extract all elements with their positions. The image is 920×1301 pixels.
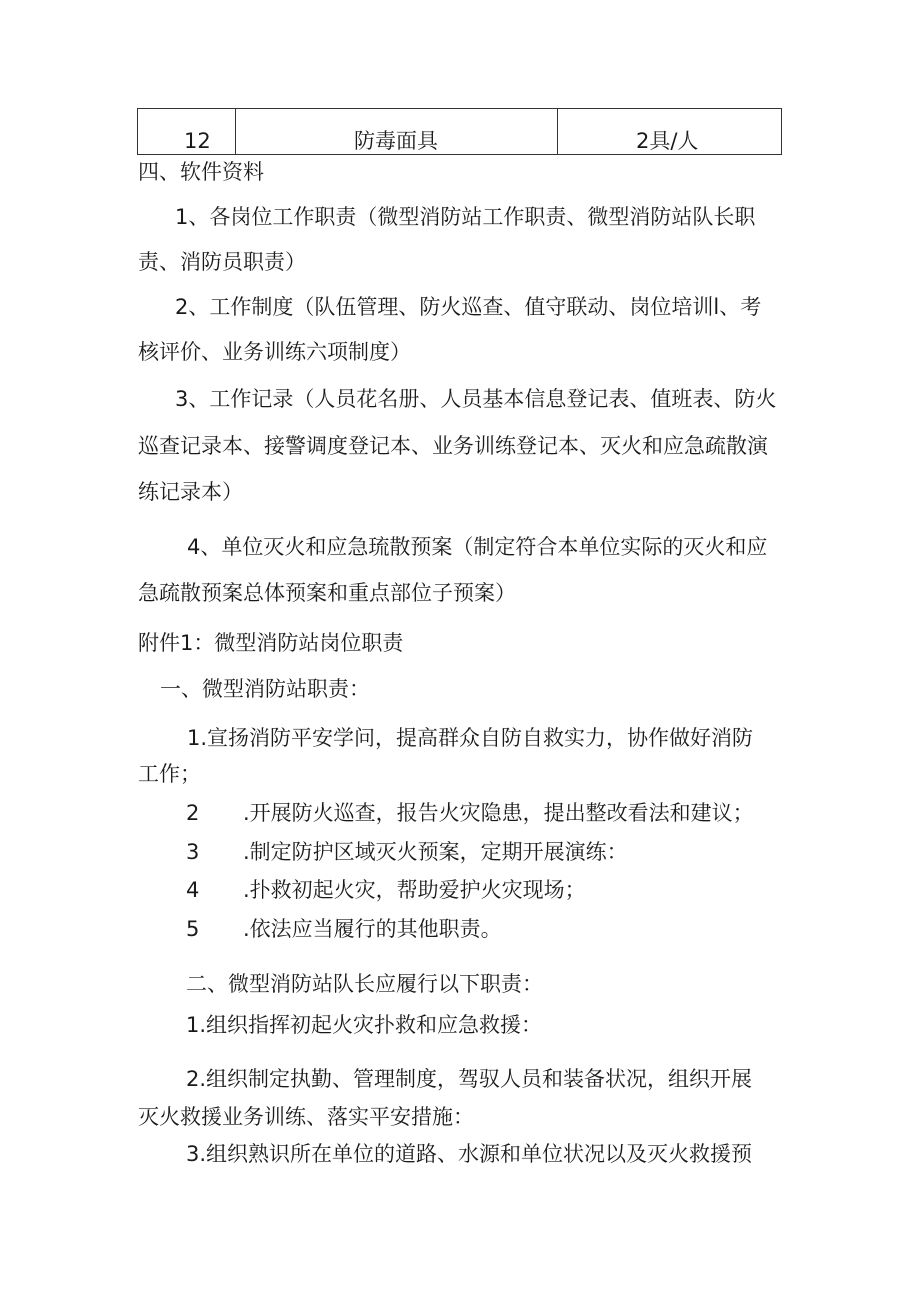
- table-cell-item: [236, 109, 558, 154]
- paragraph-2-line-2: 核评价、业务训练六项制度）: [138, 340, 411, 364]
- duty-4-number: 4: [186, 878, 200, 902]
- paragraph-3-line-2: 巡查记录本、接警调度登记本、业务训练登记本、灭火和应急疏散演: [138, 434, 768, 458]
- row-number: 12: [184, 129, 211, 153]
- duty-2-number: 2: [186, 801, 200, 825]
- table-cell-quantity: [558, 109, 781, 154]
- paragraph-1-line-2: 责、消防员职责）: [138, 250, 306, 274]
- duty-1-line-2: 工作；: [138, 762, 201, 786]
- captain-duty-2-line-2: 灭火救援业务训练、落实平安措施：: [138, 1105, 474, 1129]
- appendix-section-2-heading: 二、微型消防站队长应履行以下职责：: [186, 972, 543, 996]
- duty-5-text: .依法应当履行的其他职责。: [243, 917, 502, 941]
- duty-3-text: .制定防护区域灭火预案，定期开展演练：: [243, 840, 628, 864]
- captain-duty-2-line-1: 2.组织制定执勤、管理制度，驾驭人员和装备状况，组织开展: [186, 1067, 753, 1091]
- paragraph-2-line-1: 2、工作制度（队伍管理、防火巡查、值守联动、岗位培训l、考: [175, 295, 762, 319]
- paragraph-3-line-1: 3、工作记录（人员花名册、人员基本信息登记表、值班表、防火: [175, 387, 777, 411]
- section-heading-software: 四、软件资料: [138, 160, 264, 184]
- table-cell-number: [138, 109, 236, 154]
- appendix-title: 附件1：微型消防站岗位职责: [138, 631, 404, 655]
- duty-2-text: .开展防火巡查，报告火灾隐患，提出整改看法和建议；: [243, 801, 754, 825]
- appendix-section-1-heading: 一、微型消防站职责：: [160, 677, 370, 701]
- duty-3-number: 3: [186, 840, 200, 864]
- captain-duty-3-line-1: 3.组织熟识所在单位的道路、水源和单位状况以及灭火救援预: [186, 1142, 753, 1166]
- paragraph-4-line-2: 急疏散预案总体预案和重点部位子预案）: [138, 581, 516, 605]
- equipment-table-row: [137, 108, 782, 155]
- paragraph-4-line-1: 4、单位灭火和应急琉散预案（制定符合本单位实际的灭火和应: [187, 535, 768, 559]
- item-name: 防毒面具: [354, 129, 438, 153]
- item-quantity: 2具/人: [636, 129, 699, 153]
- duty-5-number: 5: [186, 917, 200, 941]
- paragraph-3-line-3: 练记录本）: [138, 480, 243, 504]
- duty-4-text: .扑救初起火灾，帮助爱护火灾现场；: [243, 878, 586, 902]
- duty-1-line-1: 1.宣扬消防平安学问，提高群众自防自救实力，协作做好消防: [187, 726, 754, 750]
- captain-duty-1: 1.组织指挥初起火灾扑救和应急救援：: [186, 1013, 543, 1037]
- paragraph-1-line-1: 1、各岗位工作职责（微型消防站工作职责、微型消防站队长职: [175, 205, 756, 229]
